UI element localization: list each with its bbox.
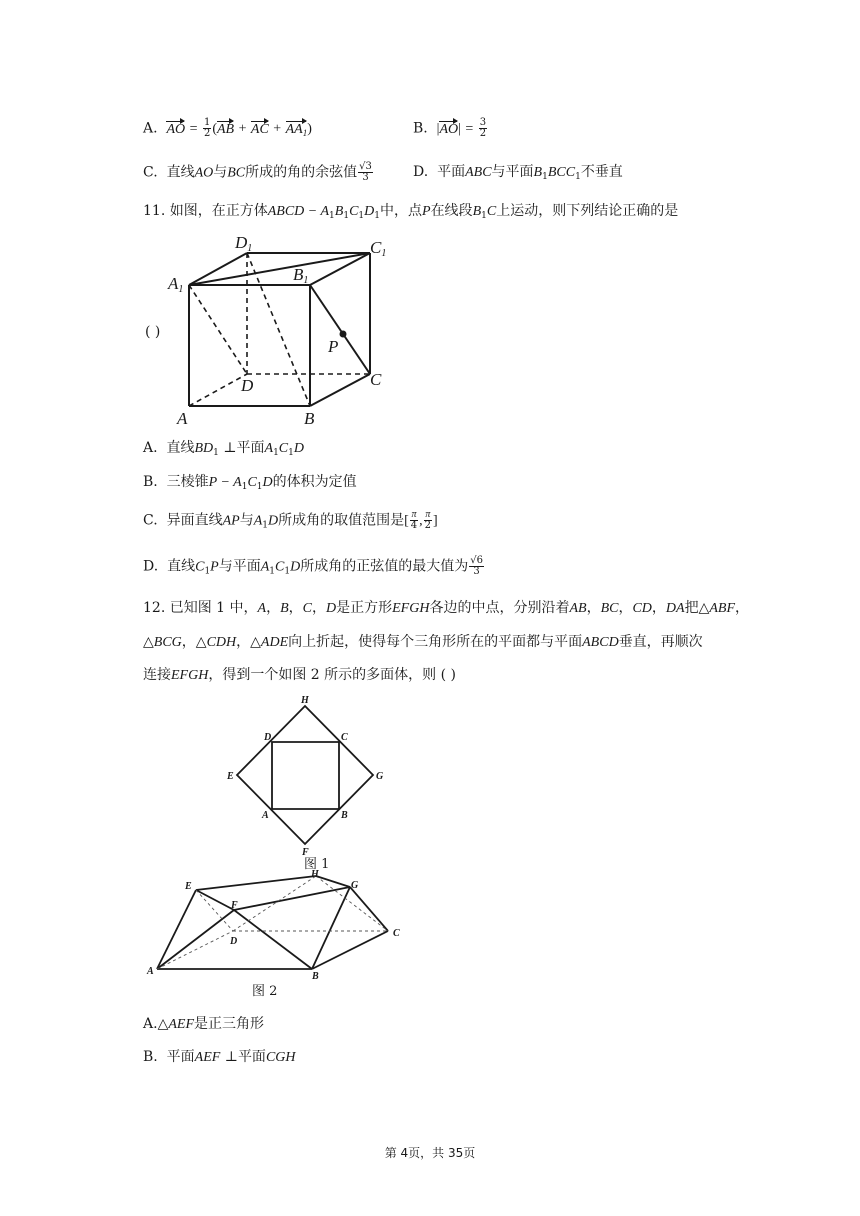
text: 连接 <box>143 667 171 683</box>
label-d: D <box>230 936 238 947</box>
frac-num: 1 <box>203 117 211 128</box>
triangle-symbol: △ <box>157 1017 169 1032</box>
text: 平面 <box>236 440 265 456</box>
edge-bc <box>310 374 370 406</box>
vector-ao: AO <box>439 120 458 140</box>
abs-bar-left: | <box>436 121 440 137</box>
text: ， <box>618 600 633 616</box>
label-d1: D1 <box>235 233 253 254</box>
label-a: A <box>177 409 188 428</box>
text: ， <box>586 600 601 616</box>
math: CD <box>632 601 652 616</box>
frac-den: 3 <box>473 566 480 577</box>
label-b: B <box>341 810 348 821</box>
segment-b1c <box>310 285 370 374</box>
math: BCC <box>547 165 576 180</box>
label-f: F <box>302 847 309 858</box>
q11-option-b <box>143 472 357 497</box>
label-a: A <box>147 966 154 977</box>
text: 直线 <box>166 164 195 181</box>
option-label: C. <box>143 512 158 529</box>
subscript: 1 <box>241 482 248 492</box>
subscript: 1 <box>284 566 291 577</box>
math: BD <box>194 441 214 456</box>
subscript: 1 <box>329 211 335 221</box>
math: D <box>293 441 304 456</box>
frac-num: √6 <box>470 555 483 566</box>
perp-symbol: ⊥ <box>223 441 237 456</box>
label-h: H <box>311 870 319 880</box>
math: D <box>364 204 375 219</box>
q12-stem-line-2 <box>143 632 703 653</box>
option-label: A. <box>143 120 158 137</box>
subscript: 1 <box>269 566 276 577</box>
label-a1: A1 <box>168 274 184 295</box>
text: 的体积为定值 <box>272 474 357 490</box>
q10-option-c <box>143 162 374 184</box>
math: AEF <box>194 1050 221 1065</box>
math: C <box>302 601 312 616</box>
text: 是正方形 <box>336 600 393 616</box>
math: A <box>260 559 270 575</box>
edge-bc <box>312 931 388 969</box>
subscript: 1 <box>288 448 294 458</box>
option-label: B. <box>143 1049 158 1065</box>
math: C <box>195 559 205 575</box>
text: 平面 <box>166 1049 195 1065</box>
edge-af <box>157 910 234 969</box>
math: CGH <box>265 1050 296 1065</box>
figure-2-caption: 图 2 <box>252 984 278 999</box>
math: ABCD − A <box>267 204 330 219</box>
question-number: 12. <box>143 600 166 616</box>
text: ，得到一个如图 2 所示的多面体，则 ( ) <box>208 667 456 683</box>
edge-ad-hidden <box>157 931 233 969</box>
label-c: C <box>393 928 400 939</box>
option-label: A. <box>143 1016 158 1032</box>
vector-ao: AO <box>166 120 185 140</box>
subscript: 1 <box>213 448 219 458</box>
math: D <box>262 475 273 490</box>
q11-option-c <box>143 510 438 536</box>
q10-option-b <box>413 118 488 140</box>
label-b: B <box>312 971 319 982</box>
frac-num: 3 <box>479 117 487 128</box>
text: ， <box>651 600 666 616</box>
frac-den: 2 <box>479 128 487 139</box>
label-c: C <box>370 370 382 389</box>
math: B <box>334 204 344 219</box>
question-number: 11. <box>143 203 166 219</box>
subscript: 1 <box>481 211 487 221</box>
math: AP <box>222 513 240 529</box>
text: 平面 <box>437 164 466 180</box>
math: DA <box>665 601 685 616</box>
abs-bar-right: | <box>458 121 461 137</box>
equals-sign: = <box>465 121 474 137</box>
math: B <box>472 204 482 219</box>
text: 中，点 <box>380 203 422 219</box>
math: A <box>253 513 263 529</box>
text: 所成的角的余弦值 <box>245 164 358 181</box>
cube-figure <box>160 228 400 428</box>
math: ABF <box>709 601 736 616</box>
math: B <box>533 165 543 180</box>
subscript: 1 <box>358 211 365 221</box>
text: ， <box>266 600 281 616</box>
option-label: B. <box>143 474 158 490</box>
subscript: 1 <box>302 127 308 138</box>
text: 所成角的正弦值的最大值为 <box>300 558 469 575</box>
triangle-symbol: △ <box>195 635 207 650</box>
option-label: C. <box>143 164 158 181</box>
subscript: 1 <box>542 172 548 182</box>
edge-gb <box>312 887 350 969</box>
open-paren: ( <box>212 121 217 137</box>
q11-answer-paren: ( ) <box>145 324 161 340</box>
text: 如图，在正方体 <box>169 203 268 219</box>
text: 与 <box>239 512 254 529</box>
frac-num: √3 <box>359 161 372 172</box>
math: B <box>280 601 289 616</box>
fraction-pi-over-2 <box>424 510 432 531</box>
edge-ad-hidden <box>189 374 247 406</box>
text: 是正三角形 <box>194 1016 264 1032</box>
q12-stem-line-1 <box>143 598 749 619</box>
subscript: 1 <box>262 520 268 531</box>
text: 把 <box>684 600 699 616</box>
math: EFGH <box>171 668 209 683</box>
label-e: E <box>185 881 192 892</box>
subscript: 1 <box>374 211 380 221</box>
math: D <box>326 601 337 616</box>
math: AEF <box>168 1017 194 1032</box>
fraction-pi-over-4 <box>410 510 418 531</box>
q12-stem-line-3 <box>143 665 456 686</box>
edge-hg <box>316 876 350 887</box>
fraction-sqrt6-over-3 <box>469 556 484 577</box>
fraction-sqrt3-over-3 <box>358 162 373 183</box>
comma: , <box>419 513 423 529</box>
vector-ab: AB <box>217 120 234 140</box>
edge-fg <box>234 887 350 910</box>
math: P <box>210 559 219 575</box>
frac-den: 2 <box>203 128 211 139</box>
math: BC <box>600 601 619 616</box>
q12-option-a <box>143 1014 264 1035</box>
plus-sign: + <box>238 121 247 137</box>
math: P <box>422 204 431 219</box>
text: 三棱锥 <box>166 474 209 490</box>
close-paren: ) <box>307 121 312 137</box>
option-label: D. <box>143 558 159 575</box>
label-g: G <box>351 880 359 891</box>
subscript: 1 <box>256 482 263 492</box>
edge-ae <box>157 890 196 969</box>
q12-option-b <box>143 1047 296 1068</box>
text: ， <box>312 600 326 616</box>
label-g: G <box>376 771 384 782</box>
plus-sign: + <box>273 121 282 137</box>
label-a: A <box>262 810 269 821</box>
q11-option-a <box>143 438 304 463</box>
math: BCG <box>153 635 182 650</box>
bracket-open: [ <box>404 513 409 529</box>
text: 已知图 1 中， <box>169 600 258 616</box>
text: ， <box>288 600 303 616</box>
subscript: 1 <box>575 172 581 182</box>
math: C <box>278 441 289 456</box>
triangle-symbol: △ <box>250 635 261 650</box>
point-p <box>340 331 347 338</box>
frac-num: π <box>425 509 431 520</box>
text: 不垂直 <box>580 164 623 180</box>
edge-fb <box>234 910 312 969</box>
subscript: 1 <box>204 566 211 577</box>
label-e: E <box>227 771 234 782</box>
subscript: 1 <box>273 448 279 458</box>
fraction-half <box>203 118 211 139</box>
square-abcd <box>272 742 339 809</box>
text: 平面 <box>237 1049 266 1065</box>
math: C <box>275 559 285 575</box>
text: 上运动，则下列结论正确的是 <box>496 203 679 219</box>
text: 与平面 <box>218 558 261 575</box>
label-d: D <box>241 376 254 395</box>
q11-stem <box>143 201 678 226</box>
option-label: A. <box>143 440 158 456</box>
edge-gc <box>350 887 388 931</box>
option-label: D. <box>413 164 429 180</box>
frac-den: 3 <box>362 172 369 183</box>
subscript: 1 <box>343 211 350 221</box>
edge-eh <box>196 876 316 890</box>
math: CDH <box>206 635 237 650</box>
q10-option-d <box>413 162 623 187</box>
figure-1-square <box>220 692 400 882</box>
text: 各边的中点，分别沿着 <box>429 600 570 616</box>
math: D <box>267 513 279 529</box>
text: ， <box>181 634 196 650</box>
math: ABC <box>465 165 492 180</box>
label-h: H <box>301 695 309 706</box>
math: C <box>486 204 497 219</box>
math: ABCD <box>582 635 619 650</box>
math: A <box>257 601 267 616</box>
math: D <box>290 559 301 575</box>
figure-2-polyhedron <box>140 870 420 982</box>
frac-num: π <box>411 509 417 520</box>
text: 在线段 <box>430 203 473 219</box>
text: 与平面 <box>491 164 534 180</box>
label-b1: B1 <box>293 265 309 286</box>
bracket-close: ] <box>433 513 438 529</box>
triangle-symbol: △ <box>143 635 154 650</box>
triangle-symbol: △ <box>698 601 710 616</box>
q10-option-a <box>143 118 312 143</box>
math: C <box>349 204 359 219</box>
vector-aa1 <box>286 120 308 143</box>
label-c1: C1 <box>370 238 387 259</box>
math: EFGH <box>392 601 430 616</box>
math: AB <box>569 601 587 616</box>
text: ， <box>236 634 251 650</box>
math: BC <box>227 165 246 181</box>
text: 向上折起，使得每个三角形所在的平面都与平面 <box>288 634 583 650</box>
math: AO <box>194 165 214 181</box>
label-b: B <box>304 409 315 428</box>
frac-den: 4 <box>410 520 418 531</box>
math: C <box>247 475 257 490</box>
frac-den: 2 <box>424 520 432 531</box>
text: 垂直，再顺次 <box>618 634 703 650</box>
square-efgh <box>237 706 373 844</box>
label-d: D <box>264 732 272 743</box>
text: 与 <box>213 164 228 181</box>
diag-a1d-hidden <box>189 285 247 374</box>
figure-1-caption: 图 1 <box>304 857 330 872</box>
text: 直线 <box>167 558 196 575</box>
option-label: B. <box>413 120 428 137</box>
perp-symbol: ⊥ <box>224 1050 238 1065</box>
edge-ef <box>196 890 234 910</box>
vector-ac: AC <box>251 120 269 140</box>
math: ADE <box>260 635 289 650</box>
page-footer: 第 4页，共 35页 <box>384 1146 476 1160</box>
text: 所成角的取值范围是 <box>278 512 405 529</box>
text: ， <box>735 600 750 616</box>
equals-sign: = <box>189 121 198 137</box>
label-p: P <box>328 337 339 356</box>
label-f: F <box>231 900 238 911</box>
text: 直线 <box>166 440 195 456</box>
math: A <box>264 441 274 456</box>
vector-aa1-text: AA <box>285 121 303 137</box>
text: 异面直线 <box>166 512 223 529</box>
label-c: C <box>341 732 348 743</box>
math: P − A <box>208 475 242 490</box>
q11-option-d <box>143 556 485 582</box>
fraction-three-halves <box>479 118 487 139</box>
